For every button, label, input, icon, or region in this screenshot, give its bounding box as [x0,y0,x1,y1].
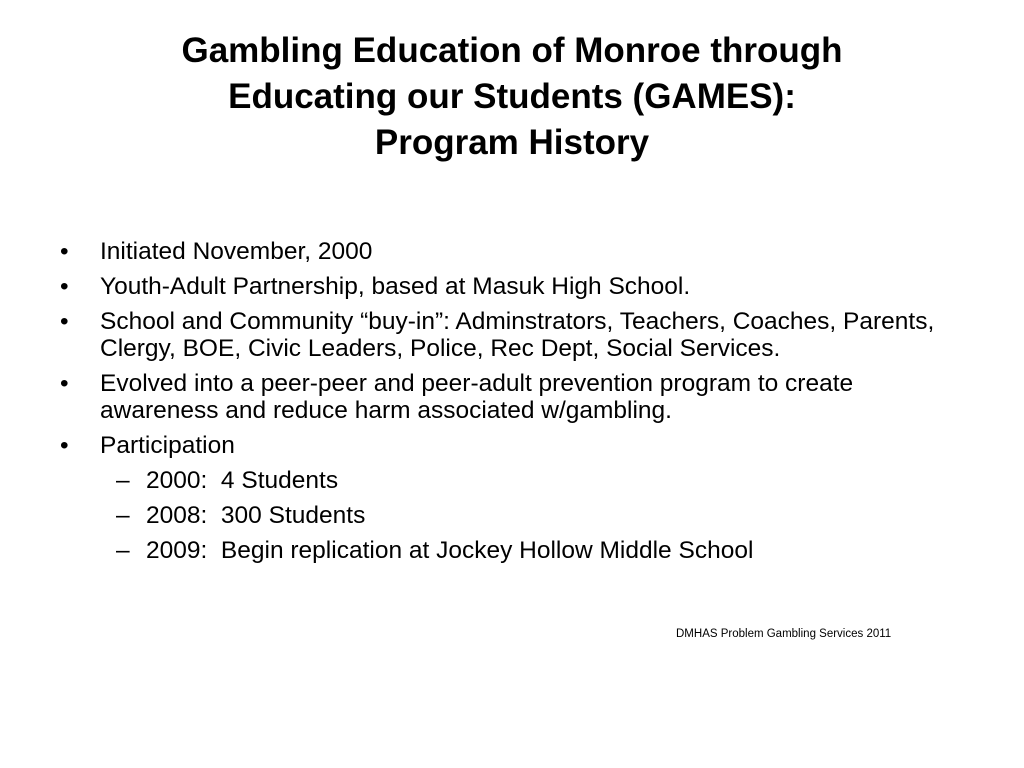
bullet-text: Youth-Adult Partnership, based at Masuk High School. [100,273,691,300]
bullet-text: Participation [100,432,235,459]
bullet-marker: • [60,432,69,459]
title-line-3: Program History [374,123,650,162]
title-line-1: Gambling Education of Monroe through [181,31,843,70]
title-line-2: Educating our Students (GAMES): [228,77,796,116]
sub-bullet-item [100,537,978,564]
bullet-marker: • [60,273,69,300]
sub-bullet-text: 2008: 300 Students [146,502,366,529]
bullet-marker: • [60,308,69,335]
sub-bullet-marker: – [116,502,130,529]
bullet-item [58,273,978,300]
sub-bullet-marker: – [116,467,130,494]
bullet-marker: • [60,238,69,265]
bullet-item [58,308,978,362]
bullet-item-participation [58,432,978,564]
bullet-list [58,238,978,572]
sub-bullet-marker: – [116,537,130,564]
bullet-text: School and Community “buy-in”: Adminstrators, Teachers, Coaches, Parents, Clergy, BOE, Civic Leaders, Police, Rec Dept, Social Services. [100,308,935,362]
sub-bullet-item [100,502,978,529]
bullet-item [58,370,978,424]
footer-credit: DMHAS Problem Gambling Services 2011 [676,628,892,640]
slide-title [60,28,964,166]
bullet-marker: • [60,370,69,397]
participation-sublist [100,467,978,564]
sub-bullet-item [100,467,978,494]
bullet-item [58,238,978,265]
sub-bullet-text: 2000: 4 Students [146,467,339,494]
bullet-text: Evolved into a peer-peer and peer-adult prevention program to create awareness and reduce harm associated w/gambling. [100,370,854,424]
bullet-text: Initiated November, 2000 [100,238,373,265]
sub-bullet-text: 2009: Begin replication at Jockey Hollow Middle School [146,537,754,564]
